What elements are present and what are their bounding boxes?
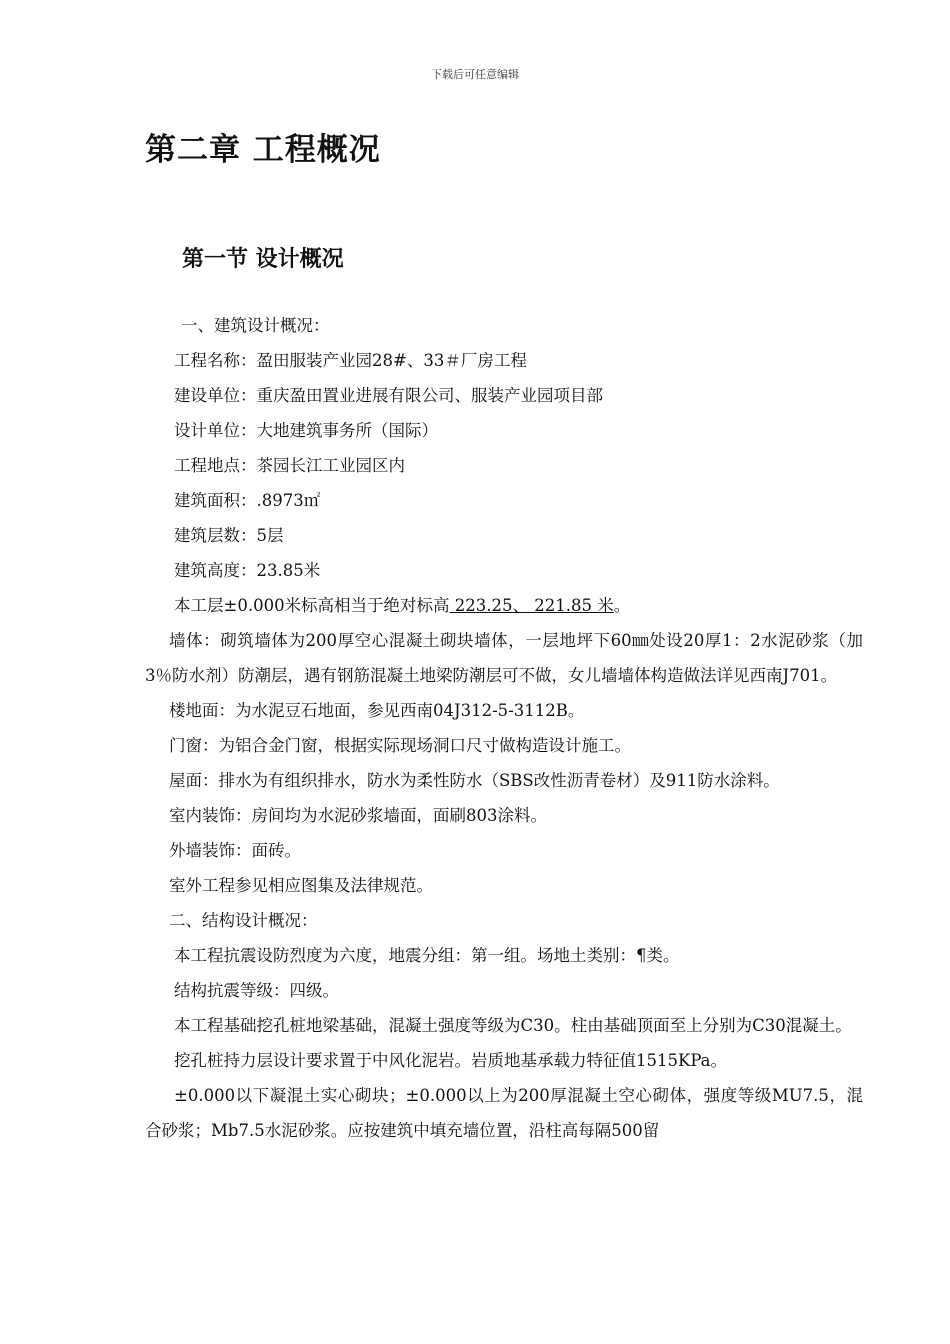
masonry-paragraph: ±0.000以下凝混土实心砌块；±0.000以上为200厚混凝土空心砌体，强度等级MU7.5，混合砂浆；Mb7.5水泥砂浆。应按建筑中填充墙位置，沿柱高每隔500留 [145, 1086, 863, 1140]
location: 工程地点：茶园长江工业园区内 [174, 456, 405, 475]
seismic-grade: 结构抗震等级：四级。 [174, 981, 339, 1000]
designer: 设计单位：大地建筑事务所（国际） [174, 421, 438, 440]
section-title: 第一节 设计概况 [182, 247, 344, 272]
struct-heading: 二、结构设计概况： [169, 911, 318, 930]
arch-heading: 一、建筑设计概况： [181, 316, 330, 335]
building-area: 建筑面积：.8973㎡ [174, 491, 321, 510]
elevation-value: 223.25、 221.85 米 [449, 596, 614, 615]
walls-paragraph: 墙体：砌筑墙体为200厚空心混凝土砌块墙体，一层地坪下60㎜处设20厚1：2水泥砂浆（加3％防水剂）防潮层，遇有钢筋混凝土地梁防潮层可不做，女儿墙墙体构造做法详见西南J701。 [145, 631, 863, 685]
building-height: 建筑高度：23.85米 [174, 561, 321, 580]
exterior-decoration: 外墙装饰：面砖。 [169, 841, 301, 860]
foundation-paragraph: 本工程基础挖孔桩地梁基础，混凝土强度等级为C30。柱由基础顶面至上分别为C30混凝土。 [174, 1016, 852, 1035]
outdoor-works: 室外工程参见相应图集及法律规范。 [169, 876, 433, 895]
header-note: 下载后可任意编辑 [431, 68, 519, 81]
project-name: 工程名称：盈田服装产业园28#、33＃厂房工程 [174, 351, 527, 370]
interior-decoration: 室内装饰：房间均为水泥砂浆墙面，面刷803涂料。 [169, 806, 547, 825]
chapter-title: 第二章 工程概况 [145, 132, 381, 168]
roof: 屋面：排水为有组织排水，防水为柔性防水（SBS改性沥青卷材）及911防水涂料。 [169, 771, 780, 790]
seismic: 本工程抗震设防烈度为六度，地震分组：第一组。场地土类别：¶类。 [174, 946, 680, 965]
floor-finish: 楼地面：为水泥豆石地面，参见西南04J312-5-3112B。 [169, 701, 585, 720]
pile-bearing: 挖孔桩持力层设计要求置于中风化泥岩。岩质地基承载力特征值1515KPa。 [174, 1051, 728, 1070]
elevation-line [145, 588, 863, 623]
elevation-prefix: 本工层±0.000米标高相当于绝对标高 [174, 596, 450, 615]
client: 建设单位：重庆盈田置业进展有限公司、服装产业园项目部 [174, 386, 603, 405]
document-body [145, 308, 863, 1148]
elevation-suffix: 。 [613, 596, 631, 615]
floor-count: 建筑层数：5层 [174, 526, 284, 545]
doors-windows: 门窗：为铝合金门窗，根据实际现场洞口尺寸做构造设计施工。 [169, 736, 631, 755]
